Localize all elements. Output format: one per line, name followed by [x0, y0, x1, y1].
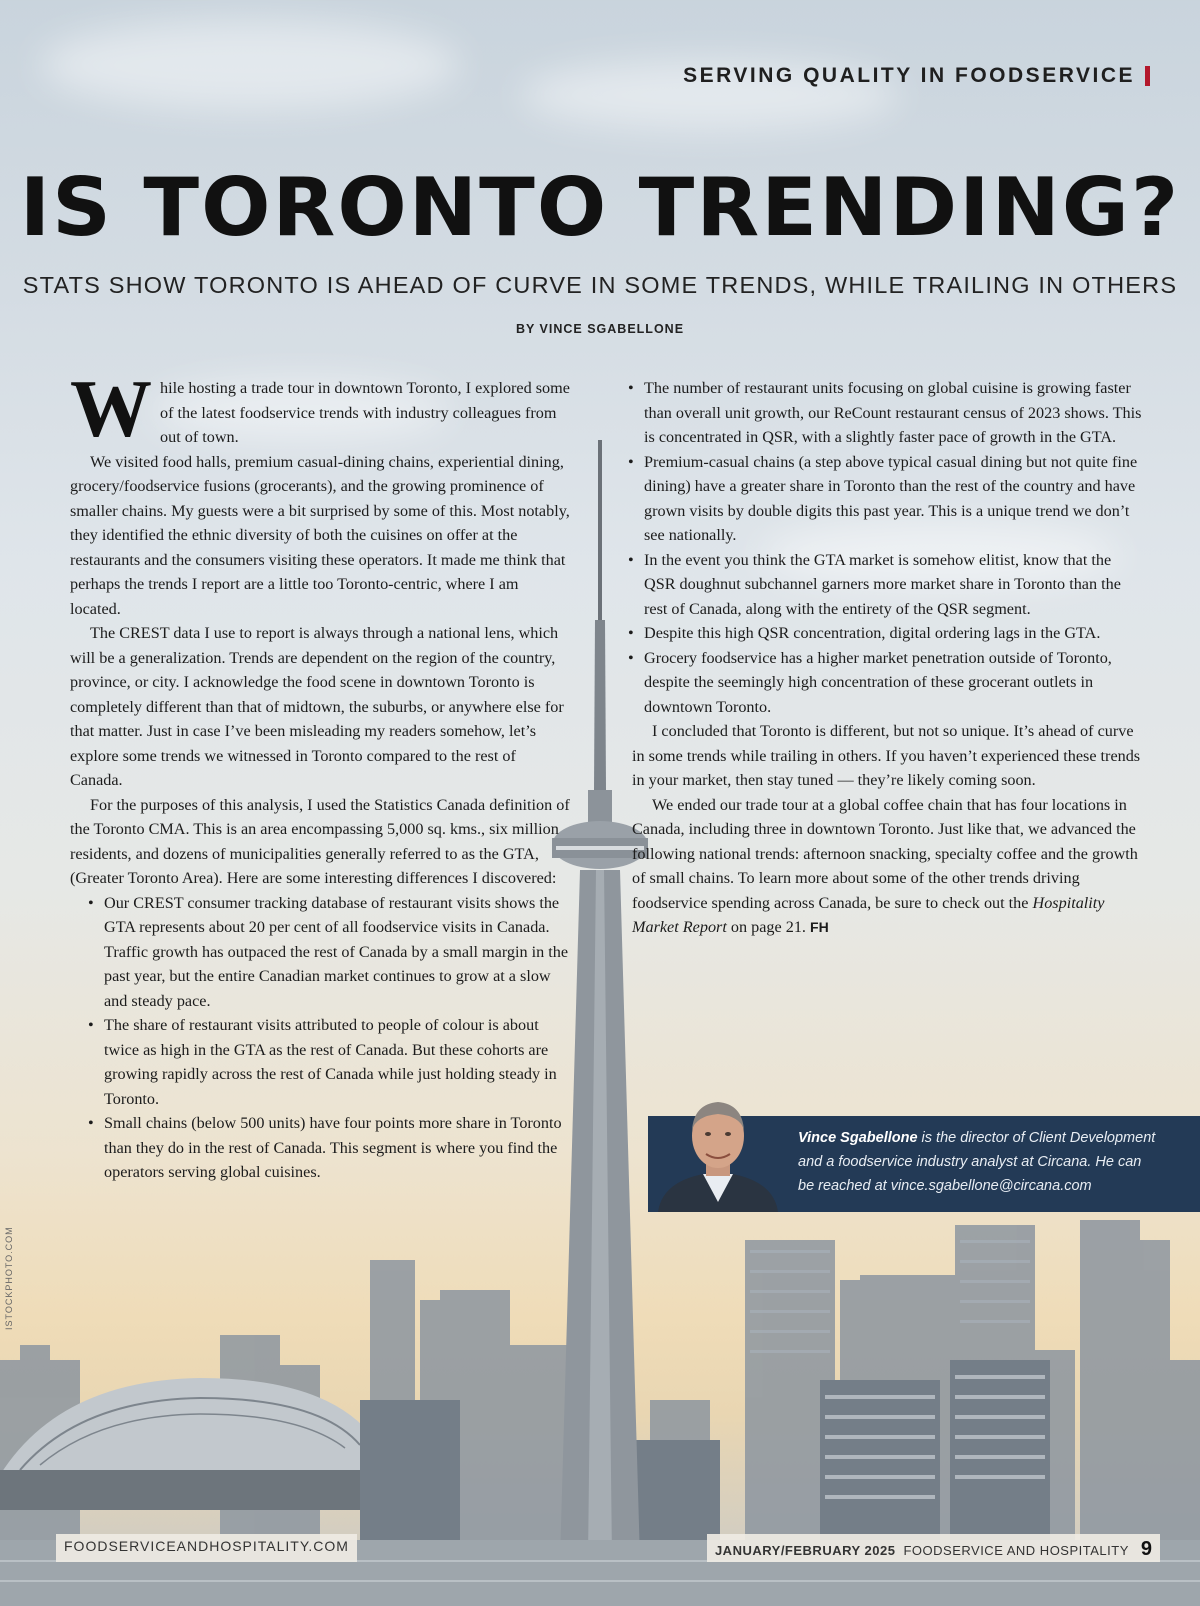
bullet-item: • The share of restaurant visits attributed to people of colour is about twice as high in the GTA as the rest of Canada. But these cohorts are growing rapidly across the rest of Canada while just holding steady in Toronto.: [70, 1013, 570, 1111]
bullet-item: • Our CREST consumer tracking database of restaurant visits shows the GTA represents about 20 per cent of all foodservice visits in Canada. Traffic growth has outpaced the rest of Canada by a small margin in the past year, but the entire Canadian market continues to grow at a slow and steady pace.: [70, 891, 570, 1014]
author-bio: [798, 1126, 1158, 1198]
footer-issue-date: JANUARY/FEBRUARY 2025: [714, 1543, 896, 1558]
bullet-list-left: [70, 891, 570, 1185]
article-paragraph: [632, 793, 1144, 940]
footer-website: FOODSERVICEANDHOSPITALITY.COM: [56, 1534, 357, 1562]
bullet-item: • Grocery foodservice has a higher market penetration outside of Toronto, despite the seemingly high concentration of these grocerant outlets in downtown Toronto.: [632, 646, 1144, 720]
article-paragraph: We visited food halls, premium casual-dining chains, experiential dining, grocery/foodservice fusions (grocerants), and the growing prominence of smaller chains. My guests were a bit surprised by some of this. Most notably, they identified the ethnic diversity of both the cuisines on offer at the restaurants and the consumers visiting these operators. It made me think that perhaps the trends I report are a little too Toronto-centric, where I am located.: [70, 452, 570, 618]
bullet-item: • Small chains (below 500 units) have four points more share in Toronto than they do in the rest of Canada. This segment is where you find the operators serving global cuisines.: [70, 1111, 570, 1185]
article-subhead: STATS SHOW TORONTO IS AHEAD OF CURVE IN SOME TRENDS, WHILE TRAILING IN OTHERS: [22, 272, 1178, 298]
paragraph-1-text: hile hosting a trade tour in downtown Toronto, I explored some of the latest foodservice trends with industry colleagues from out of town.: [160, 379, 570, 446]
author-bio-text: is the director of Client Development and a foodservice industry analyst at Circana. He can be reached at vince.sgabellone@circana.com: [798, 1130, 1156, 1194]
report-title: Hospitality Market Report: [632, 893, 1105, 936]
author-photo: [648, 1082, 788, 1212]
bullet-list-right: [632, 376, 1144, 719]
bullet-item: • Premium-casual chains (a step above typical casual dining but not quite fine dining) have a greater share in Toronto than the rest of the country and have grown visits by double digits this past year. This is a unique trend we don’t see nationally.: [632, 450, 1144, 548]
article-paragraph: [70, 363, 570, 454]
kicker-text: SERVING QUALITY IN FOODSERVICE: [683, 64, 1135, 87]
article-paragraph: For the purposes of this analysis, I used the Statistics Canada definition of the Toronto CMA. This is an area encompassing 5,000 sq. kms., six million residents, and dozens of municipalities generally referred to as the GTA, (Greater Toronto Area). Here are some interesting differences I discovered:: [70, 795, 570, 887]
bullet-item: • The number of restaurant units focusing on global cuisine is growing faster than overall unit growth, our ReCount restaurant census of 2023 shows. This is concentrated in QSR, with a slightly faster pace of growth in the GTA.: [632, 376, 1144, 450]
footer-magazine-name: FOODSERVICE AND HOSPITALITY: [903, 1543, 1129, 1558]
paragraph-text: We ended our trade tour at a global coffee chain that has four locations in Canada, including three in downtown Toronto. Just like that, we advanced the following national trends: afternoon snacking, specialty coffee and the growth of small chains. To learn more about some of the other trends driving foodservice spending across Canada, be sure to check out the: [632, 795, 1138, 912]
author-name: Vince Sgabellone: [798, 1130, 918, 1146]
paragraph-text: on page 21.: [726, 918, 811, 936]
article-headline: IS TORONTO TRENDING?: [19, 161, 1181, 254]
article-column-right: [632, 376, 1144, 940]
page-number: 9: [1140, 1538, 1152, 1560]
article-paragraph: The CREST data I use to report is always through a national lens, which will be a generalization. Trends are dependent on the region of the country, province, or city. I acknowledge the food scene in downtown Toronto is completely different than that of midtown, the suburbs, or anywhere else for that matter. Just in case I’ve been misleading my readers somehow, let’s explore some trends we witnessed in Toronto compared to the rest of Canada.: [70, 624, 564, 789]
bullet-item: • In the event you think the GTA market is somehow elitist, know that the QSR doughnut subchannel garners more market share in Toronto than the rest of Canada, along with the entirety of the QSR segment.: [632, 548, 1144, 622]
dropcap: W: [70, 363, 152, 454]
photo-credit: ISTOCKPHOTO.COM: [4, 1226, 14, 1330]
bullet-item: • Despite this high QSR concentration, digital ordering lags in the GTA.: [632, 621, 1144, 646]
end-mark: FH: [810, 919, 829, 935]
article-paragraph: I concluded that Toronto is different, but not so unique. It’s ahead of curve in some trends while trailing in others. If you haven’t experienced these trends in your market, then stay tuned — they’re likely coming soon.: [632, 722, 1141, 789]
article-column-left: [70, 363, 570, 1185]
article-byline: BY VINCE SGABELLONE: [515, 322, 685, 336]
section-kicker: [683, 64, 1150, 88]
kicker-accent-bar: [1145, 66, 1150, 86]
footer-folio: [707, 1534, 1160, 1562]
